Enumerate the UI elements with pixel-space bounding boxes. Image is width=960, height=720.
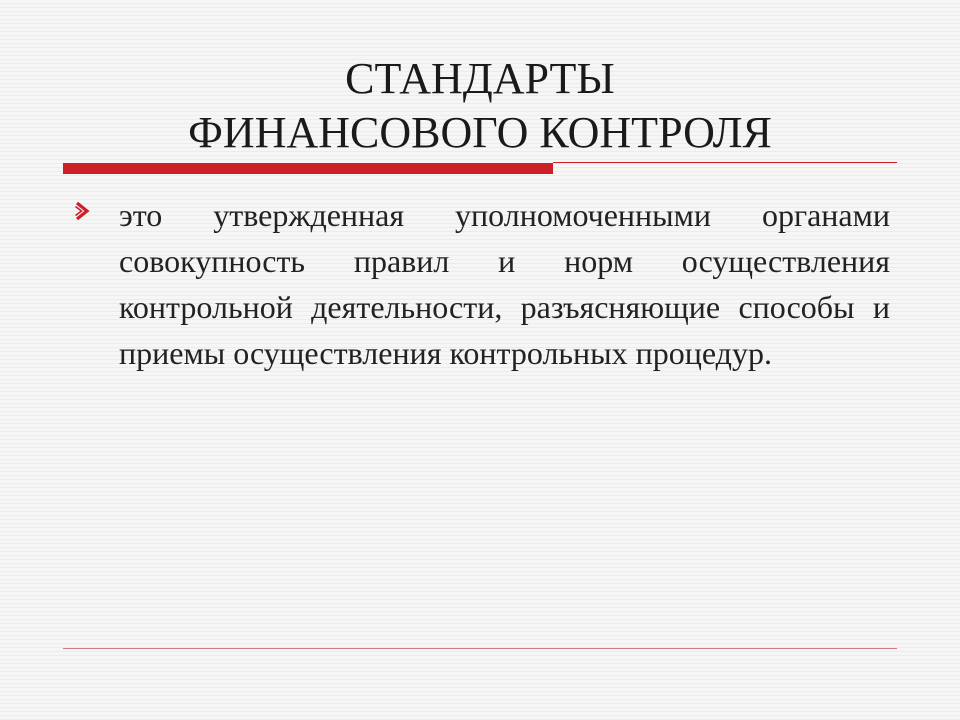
bullet-text: это утвержденная уполномоченными органами совокупность правил и норм осуществления контрольной деятельности, разъясняющие способы и приемы осуществления контрольных процедур. xyxy=(119,197,890,371)
slide-title-line-1: СТАНДАРТЫ xyxy=(345,54,615,103)
footer-divider xyxy=(63,648,897,649)
title-underline-thin xyxy=(553,162,897,163)
title-underline-thick xyxy=(63,163,553,174)
slide-title xyxy=(100,52,860,160)
arrow-bullet-icon xyxy=(72,200,94,222)
slide-title-line-2: ФИНАНСОВОГО КОНТРОЛЯ xyxy=(188,108,772,157)
